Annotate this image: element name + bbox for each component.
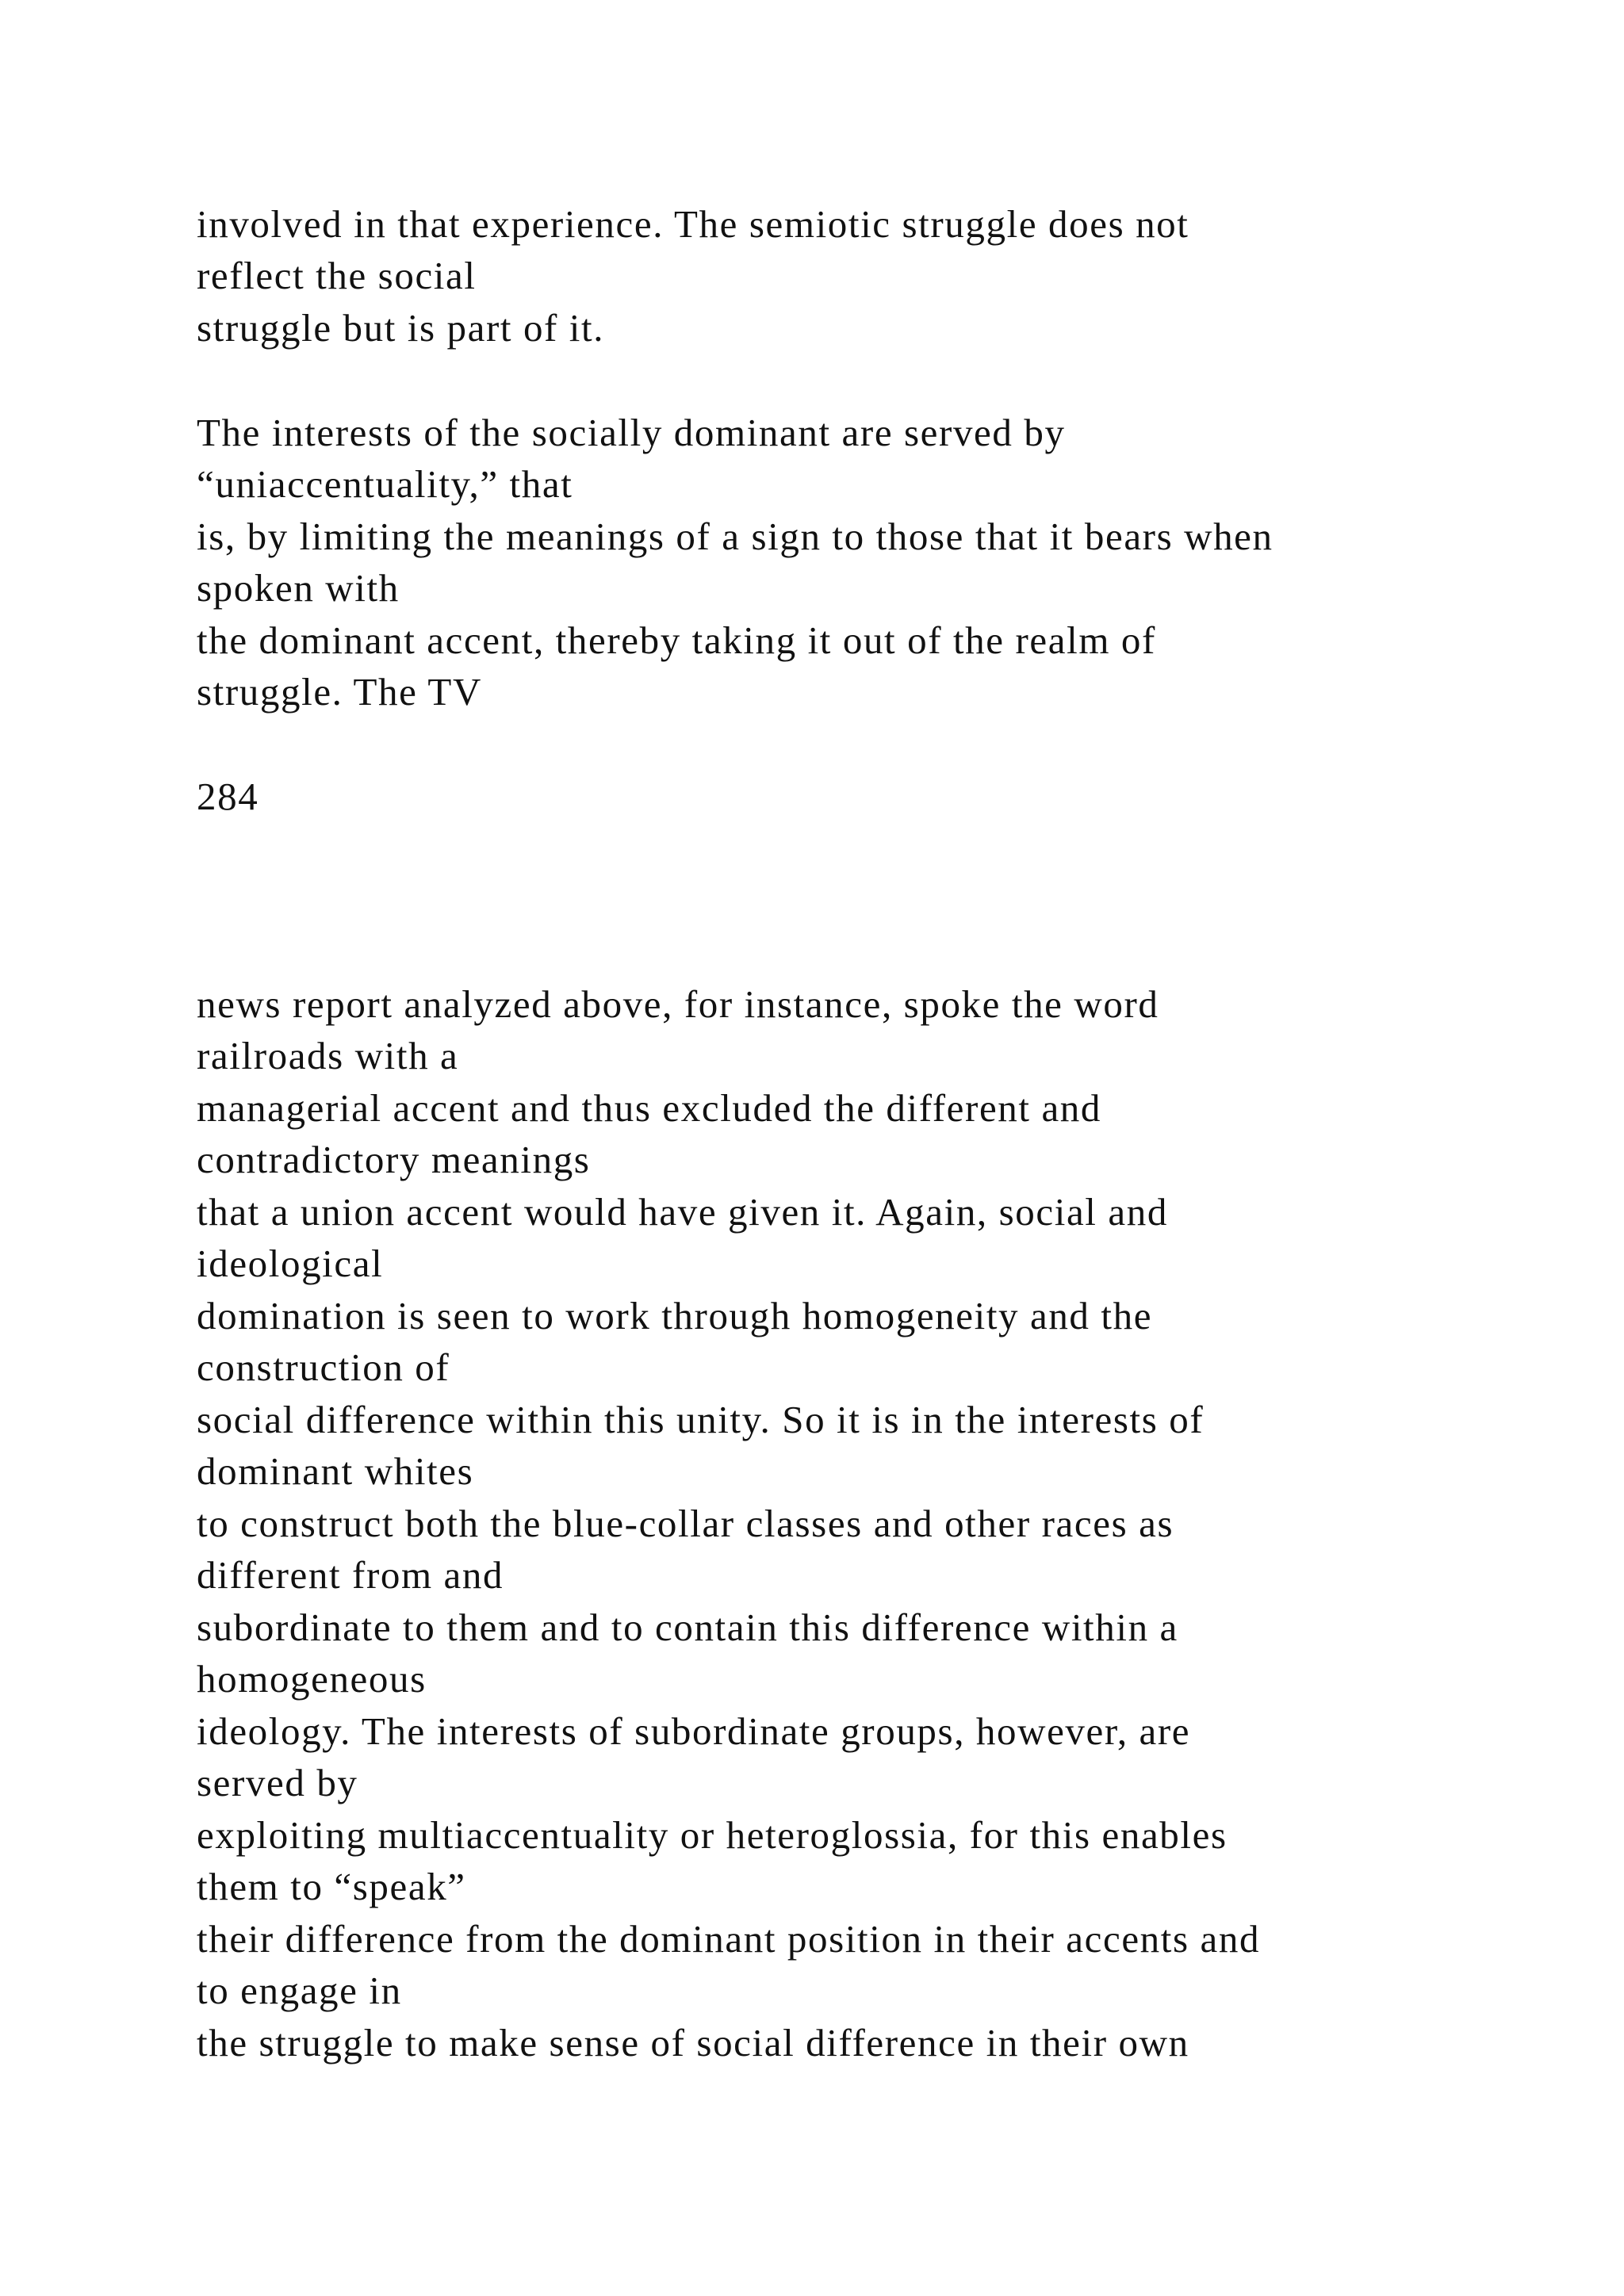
text-line: social difference within this unity. So it is in the interests of <box>197 1398 1205 1441</box>
text-line: ideological <box>197 1242 384 1285</box>
text-line: domination is seen to work through homogeneity and the <box>197 1294 1153 1337</box>
text-line: “uniaccentuality,” that <box>197 462 573 506</box>
text-line: spoken with <box>197 566 400 610</box>
text-line: struggle. The TV <box>197 670 482 714</box>
text-line: is, by limiting the meanings of a sign to those that it bears when <box>197 515 1274 558</box>
text-line: reflect the social <box>197 254 477 297</box>
text-line: homogeneous <box>197 1657 427 1701</box>
text-line: to construct both the blue-collar classes and other races as <box>197 1502 1174 1545</box>
text-line: ideology. The interests of subordinate groups, however, are <box>197 1709 1191 1753</box>
text-line: managerial accent and thus excluded the different and <box>197 1086 1102 1130</box>
text-line: subordinate to them and to contain this difference within a <box>197 1605 1178 1649</box>
text-line: struggle but is part of it. <box>197 306 605 350</box>
text-line: served by <box>197 1761 358 1804</box>
text-line: news report analyzed above, for instance, spoke the word <box>197 982 1159 1026</box>
text-line: the dominant accent, thereby taking it out of the realm of <box>197 618 1156 662</box>
text-line: that a union accent would have given it. Again, social and <box>197 1190 1168 1234</box>
text-line: the struggle to make sense of social difference in their own <box>197 2021 1189 2064</box>
text-line: contradictory meanings <box>197 1138 591 1181</box>
text-line: them to “speak” <box>197 1865 466 1908</box>
text-line: The interests of the socially dominant are served by <box>197 411 1066 454</box>
text-line: dominant whites <box>197 1449 474 1493</box>
text-line: exploiting multiaccentuality or heteroglossia, for this enables <box>197 1813 1228 1857</box>
page-number: 284 <box>197 775 259 818</box>
text-line: to engage in <box>197 1969 402 2012</box>
text-line: railroads with a <box>197 1034 459 1077</box>
text-line: involved in that experience. The semiotic struggle does not <box>197 202 1189 246</box>
text-line: different from and <box>197 1553 504 1597</box>
text-line: construction of <box>197 1345 450 1389</box>
text-line: their difference from the dominant position in their accents and <box>197 1917 1261 1961</box>
